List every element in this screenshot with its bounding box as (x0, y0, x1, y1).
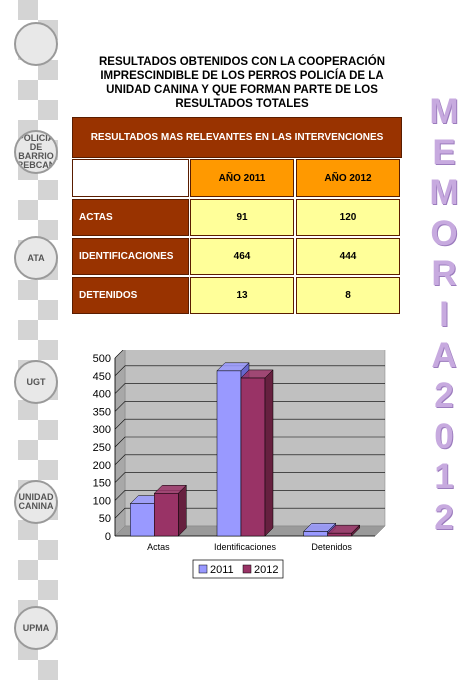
bar-actas-2012 (154, 493, 178, 536)
bar-actas-2011 (130, 504, 154, 536)
y-tick-label: 450 (92, 370, 111, 383)
chart-side-wall (115, 350, 125, 536)
y-tick-label: 250 (92, 442, 111, 454)
cell-detenidos-2012: 8 (296, 277, 400, 314)
bar-detenidos-2011 (304, 531, 328, 536)
policia-barrio-badge: POLICÍA DE BARRIO REBCAN (14, 130, 58, 174)
ata-badge: ATA (14, 236, 58, 280)
coat-of-arms-badge (14, 22, 58, 66)
legend-swatch-2011 (199, 565, 207, 573)
x-tick-label: Identificaciones (213, 542, 277, 552)
row-label-actas: ACTAS (72, 199, 189, 236)
cell-actas-2012: 120 (296, 199, 400, 236)
row-label-detenidos: DETENIDOS (72, 277, 189, 314)
memoria-vertical-title: M E M O R I A 2 0 1 2 (429, 92, 459, 537)
y-tick-label: 350 (92, 406, 111, 419)
bar-identificaciones-2012 (241, 378, 265, 536)
row-label-identificaciones: IDENTIFICACIONES (72, 238, 189, 275)
table-corner (72, 159, 189, 197)
y-tick-label: 0 (104, 531, 111, 543)
year-2012-header: AÑO 2012 (296, 159, 400, 197)
year-2011-header: AÑO 2011 (190, 159, 294, 197)
y-tick-label: 150 (92, 477, 111, 490)
y-tick-label: 300 (92, 424, 111, 437)
y-tick-label: 500 (92, 353, 111, 365)
cell-detenidos-2011: 13 (190, 277, 294, 314)
unidad-canina-badge: UNIDAD CANINA (14, 480, 58, 524)
y-tick-label: 200 (92, 459, 111, 472)
ugt-badge: UGT (14, 360, 58, 404)
y-tick-label: 100 (92, 495, 111, 508)
bar-identificaciones-2012-side (265, 370, 273, 536)
cell-identificaciones-2012: 444 (296, 238, 400, 275)
bar-identificaciones-2011 (217, 371, 241, 536)
table-header: RESULTADOS MAS RELEVANTES EN LAS INTERVENCIONES (72, 117, 402, 158)
x-tick-label: Actas (147, 542, 170, 552)
bar-detenidos-2012 (328, 533, 352, 536)
bar-chart (85, 350, 415, 590)
cell-actas-2011: 91 (190, 199, 294, 236)
upma-badge: UPMA (14, 606, 58, 650)
page-title: RESULTADOS OBTENIDOS CON LA COOPERACIÓN IMPRESCINDIBLE DE LOS PERROS POLICÍA DE LA UNIDAD CANINA Y QUE FORMAN PARTE DE LOS RESULTADOS TOTALES (98, 56, 386, 110)
checkered-margin (18, 0, 58, 671)
legend-label-2012: 2012 (254, 564, 279, 576)
results-table (72, 117, 402, 315)
x-tick-label: Detenidos (311, 542, 352, 552)
y-tick-label: 50 (98, 513, 111, 526)
cell-identificaciones-2011: 464 (190, 238, 294, 275)
y-tick-label: 400 (92, 388, 111, 401)
bar-actas-2012-side (178, 485, 186, 536)
legend-swatch-2012 (243, 565, 251, 573)
legend-label-2011: 2011 (210, 564, 234, 576)
